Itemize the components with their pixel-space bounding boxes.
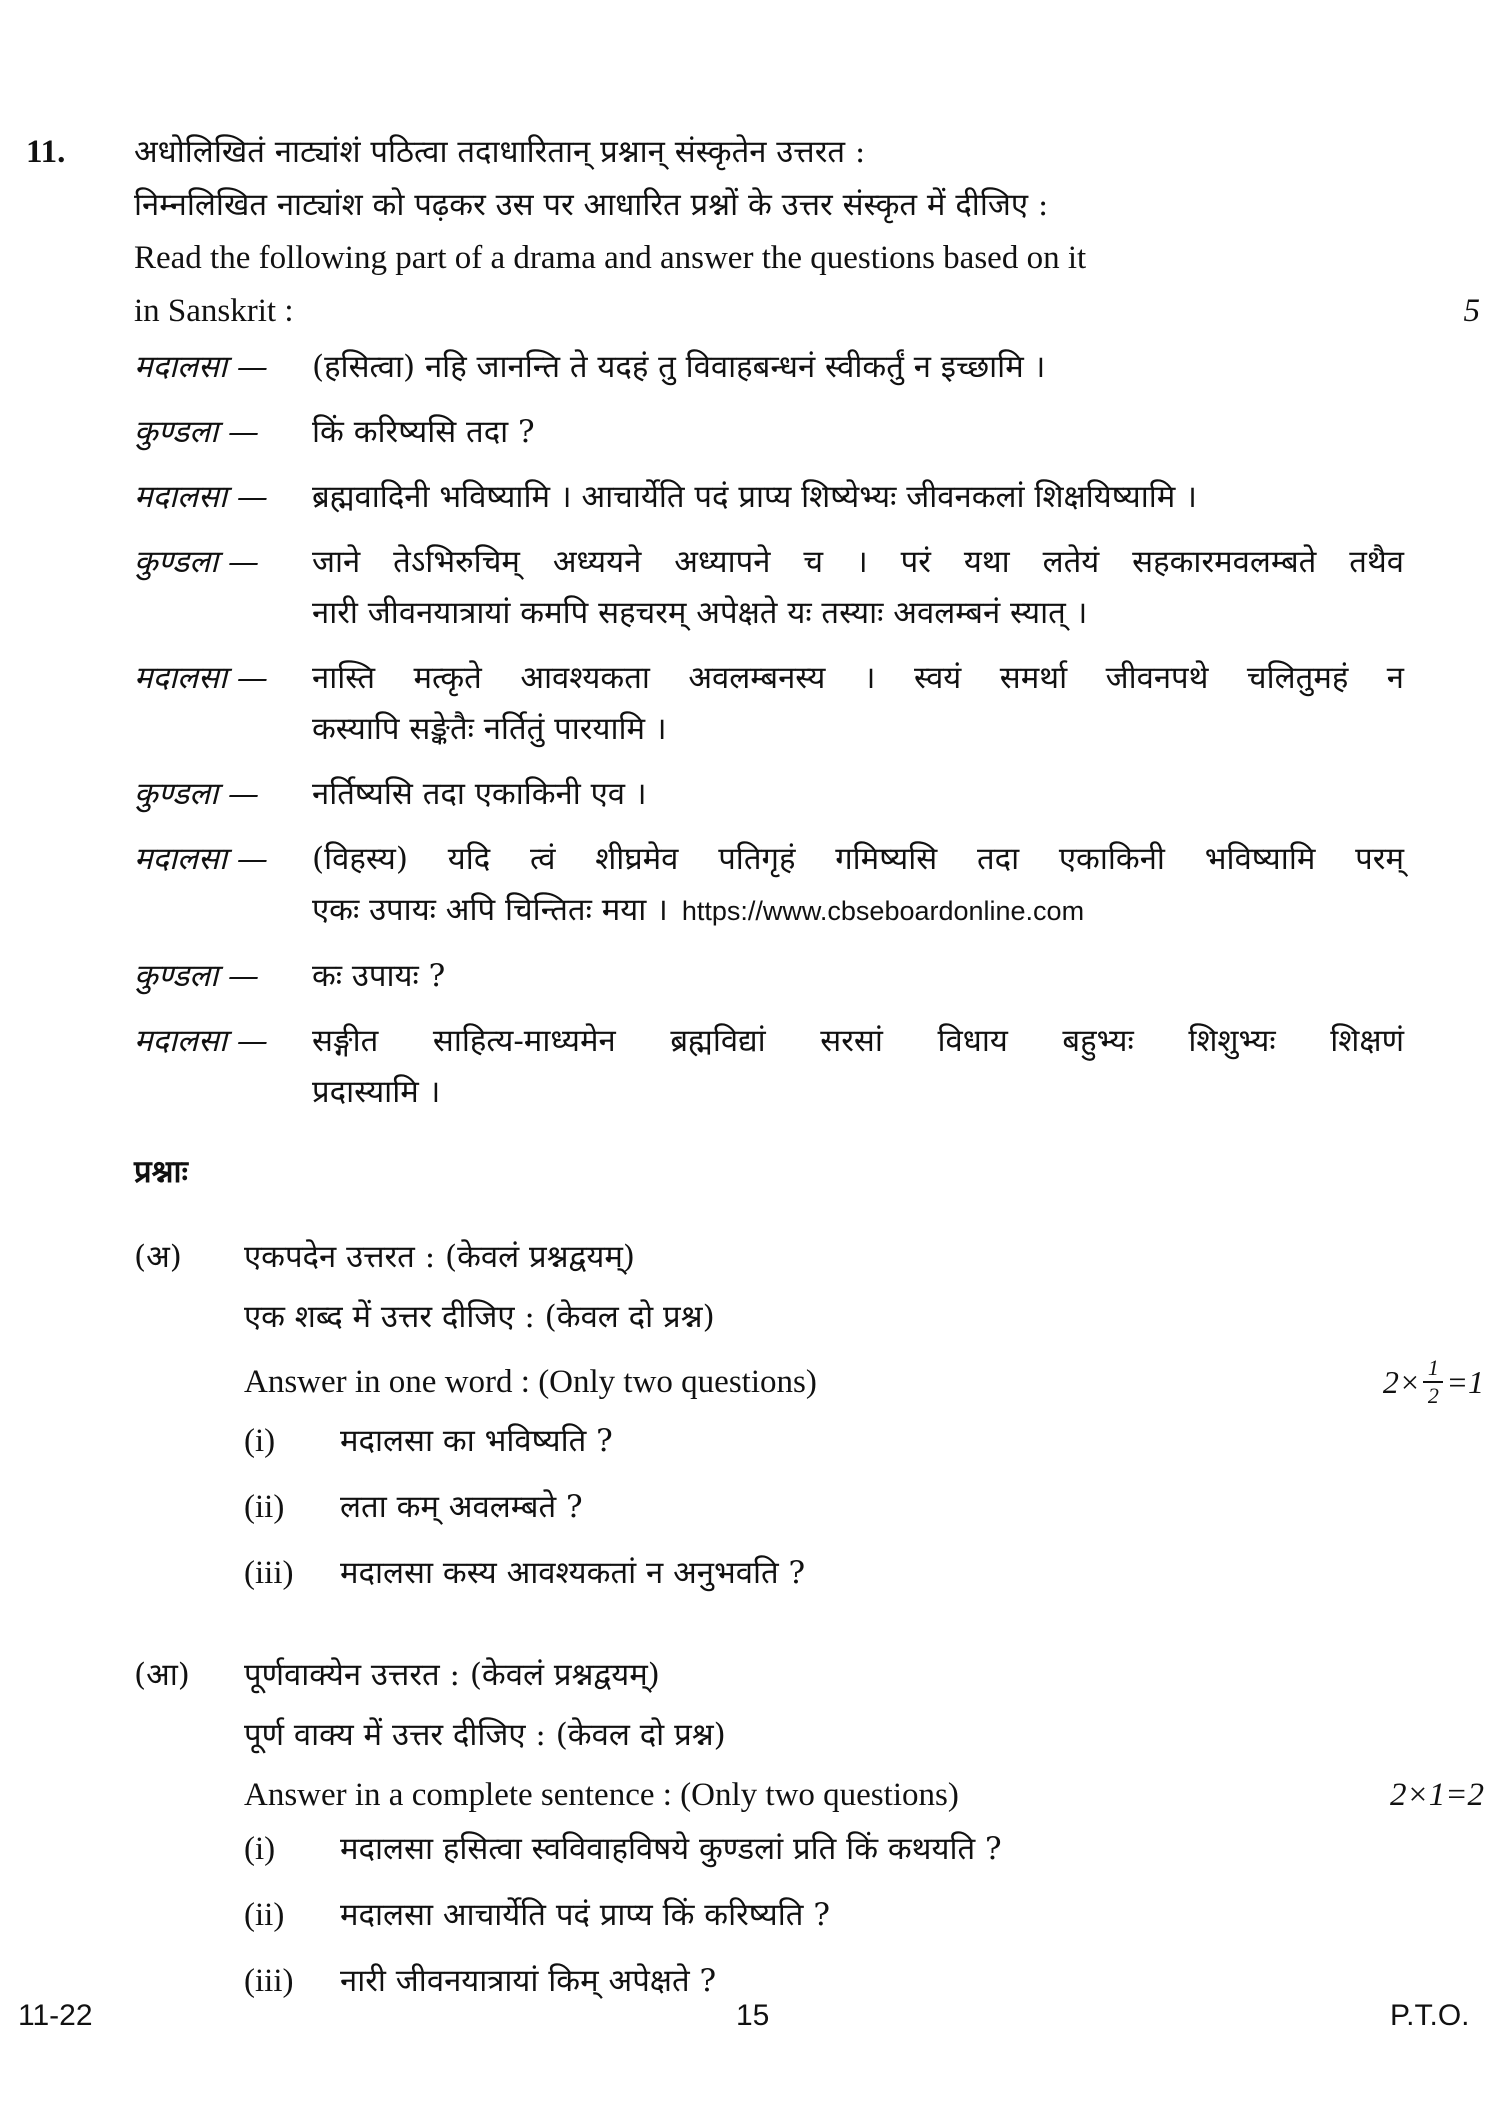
dialogue-entry (134, 477, 1505, 517)
item-text: मदालसा कस्य आवश्यकतां न अनुभवति ? (340, 1555, 806, 1591)
part-instruction-hindi: एक शब्द में उत्तर दीजिए : (केवल दो प्रश्न) (244, 1299, 715, 1335)
dialogue-line: (हसित्वा) नहि जानन्ति ते यदहं तु विवाहबन्धनं स्वीकर्तुं न इच्छामि । (312, 349, 1046, 385)
dialogue-line: नारी जीवनयात्रायां कमपि सहचरम् अपेक्षते यः तस्याः अवलम्बनं स्यात् । (312, 595, 1088, 631)
part-instruction-sanskrit: पूर्णवाक्येन उत्तरत : (केवलं प्रश्नद्वयम्) (244, 1657, 660, 1693)
dialogue-line: कस्यापि सङ्केतैः नर्तितुं पारयामि । (312, 711, 667, 747)
marks-prefix: 2× (1382, 1364, 1421, 1400)
page-number: 15 (736, 1999, 770, 2032)
dialogue-line: प्रदास्यामि । (312, 1074, 441, 1110)
dialogue-line: सङ्गीत साहित्य-माध्यमेन ब्रह्मविद्यां सरसां विधाय बहुभ्यः शिशुभ्यः शिक्षणं (312, 1023, 1404, 1059)
dialogue-entry (134, 839, 1505, 931)
speaker: कुण्डला — (134, 414, 260, 450)
dialogue-line: कः उपायः ? (312, 958, 446, 994)
item-number: (i) (244, 1831, 276, 1867)
item-number: (iii) (244, 1963, 294, 1999)
dialogue-entry (134, 1021, 1505, 1112)
marks: 5 (1463, 293, 1480, 329)
item-number: (ii) (244, 1897, 285, 1933)
instruction-sanskrit: अधोलिखितं नाट्यांशं पठित्वा तदाधारितान् प्रश्नान् संस्कृतेन उत्तरत : (134, 134, 866, 170)
dialogue-line: किं करिष्यसि तदा ? (312, 414, 535, 450)
paper-code: 11-22 (18, 1999, 93, 2032)
part-label: (आ) (134, 1657, 190, 1693)
part-label: (अ) (134, 1239, 182, 1275)
part-instruction-english: Answer in one word : (Only two questions) (244, 1364, 817, 1400)
dialogue-line: (विहस्य) यदि त्वं शीघ्रमेव पतिगृहं गमिष्यसि तदा एकाकिनी भविष्यामि परम् (312, 841, 1404, 877)
dialogue-line: जाने तेऽभिरुचिम् अध्ययने अध्यापने च । परं यथा लतेयं सहकारमवलम्बते तथैव (312, 544, 1404, 580)
part-marks (1383, 1357, 1484, 1407)
item-number: (i) (244, 1423, 276, 1459)
dialogue-entry (134, 542, 1505, 633)
speaker: मदालसा — (134, 479, 268, 515)
part-instruction-hindi: पूर्ण वाक्य में उत्तर दीजिए : (केवल दो प्रश्न) (244, 1717, 726, 1753)
fraction-denominator: 2 (1427, 1383, 1439, 1408)
questions-heading: प्रश्नाः (134, 1154, 188, 1190)
pto-label: P.T.O. (1390, 1999, 1470, 2032)
item-text: मदालसा हसित्वा स्वविवाहविषये कुण्डलां प्रति किं कथयति ? (340, 1831, 1002, 1867)
dialogue-entry (134, 774, 1505, 814)
item-text: लता कम् अवलम्बते ? (340, 1489, 583, 1525)
dialogue-line: नर्तिष्यसि तदा एकाकिनी एव । (312, 776, 647, 812)
part-instruction-english: Answer in a complete sentence : (Only two questions) (244, 1777, 959, 1813)
question-number: 11. (26, 134, 66, 170)
dialogue-entry (134, 347, 1505, 387)
speaker: कुण्डला — (134, 544, 260, 580)
dialogue-line: ब्रह्मवादिनी भविष्यामि । आचार्येति पदं प्राप्य शिष्येभ्यः जीवनकलां शिक्षयिष्यामि । (312, 479, 1197, 515)
dialogue-entry (134, 658, 1505, 749)
instruction-hindi: निम्नलिखित नाट्यांश को पढ़कर उस पर आधारित प्रश्नों के उत्तर संस्कृत में दीजिए : (134, 187, 1049, 223)
item-text: नारी जीवनयात्रायां किम् अपेक्षते ? (340, 1963, 717, 1999)
part-marks: 2×1=2 (1389, 1777, 1484, 1813)
marks-suffix: =1 (1446, 1364, 1484, 1400)
part-instruction-sanskrit: एकपदेन उत्तरत : (केवलं प्रश्नद्वयम्) (244, 1239, 635, 1275)
watermark-url: https://www.cbseboardonline.com (681, 896, 1085, 926)
instruction-english: Read the following part of a drama and answer the questions based on it (134, 240, 1087, 276)
part-a (134, 1237, 1505, 1619)
speaker: मदालसा — (134, 841, 268, 877)
instruction-english-cont: in Sanskrit : (134, 293, 294, 329)
question-11 (26, 132, 1505, 331)
dialogue-line: नास्ति मत्कृते आवश्यकता अवलम्बनस्य । स्वयं समर्था जीवनपथे चलितुमहं न (312, 660, 1404, 696)
part-aa (134, 1655, 1505, 2027)
dialogue-line: एकः उपायः अपि चिन्तितः मया । (312, 892, 668, 928)
speaker: कुण्डला — (134, 776, 260, 812)
item-text: मदालसा आचार्येति पदं प्राप्य किं करिष्यति ? (340, 1897, 830, 1933)
speaker: मदालसा — (134, 349, 268, 385)
item-text: मदालसा का भविष्यति ? (340, 1423, 613, 1459)
item-number: (iii) (244, 1555, 294, 1591)
dialogue-entry (134, 956, 1505, 996)
drama-passage (134, 347, 1505, 1112)
speaker: मदालसा — (134, 660, 268, 696)
fraction-numerator: 1 (1427, 1355, 1439, 1380)
item-number: (ii) (244, 1489, 285, 1525)
speaker: मदालसा — (134, 1023, 268, 1059)
speaker: कुण्डला — (134, 958, 260, 994)
dialogue-entry (134, 412, 1505, 452)
